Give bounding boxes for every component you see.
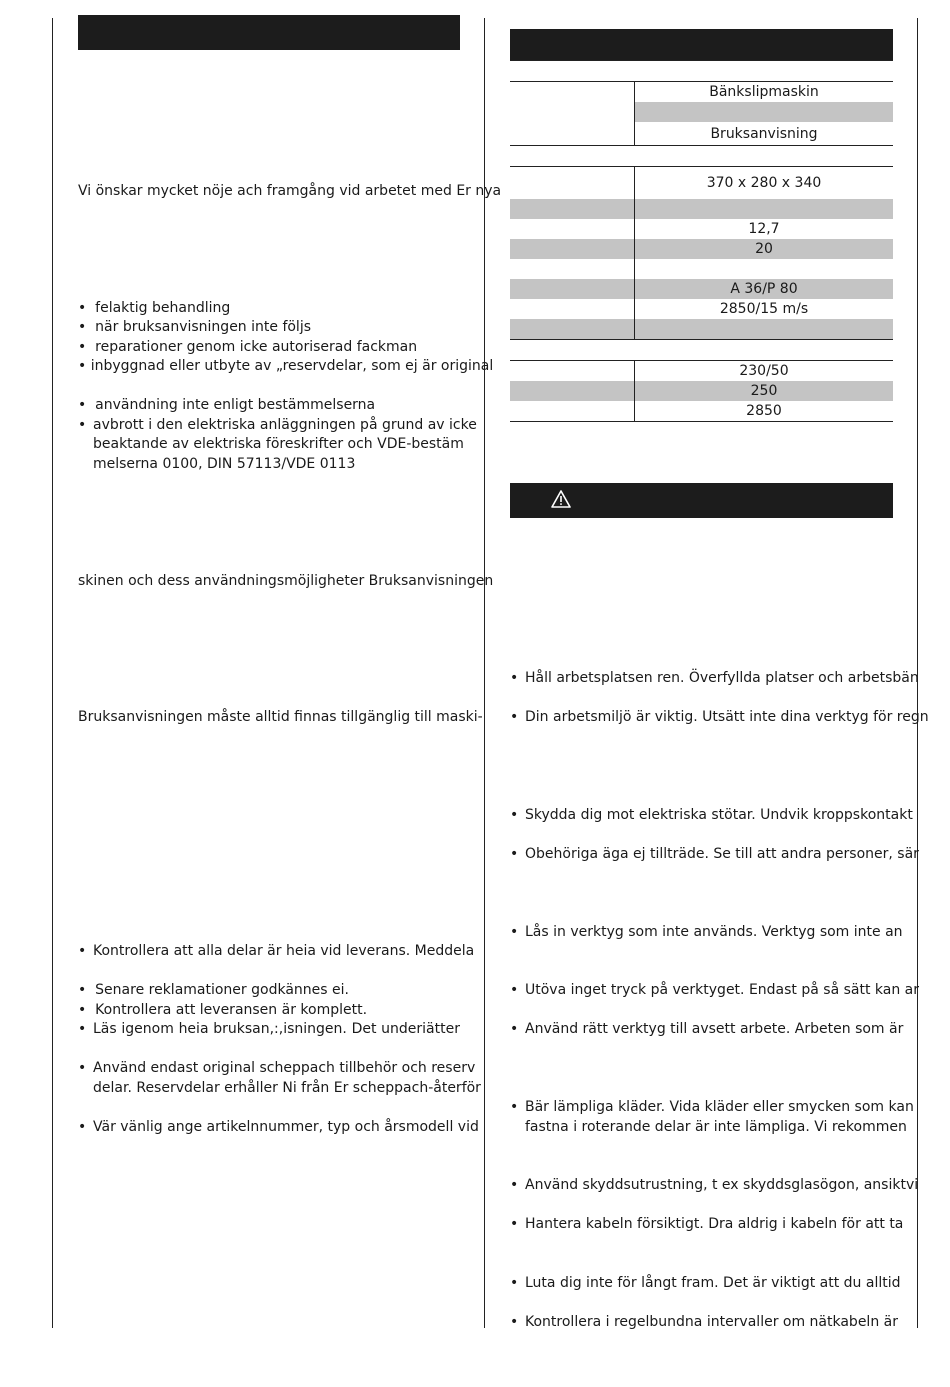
table-cell (635, 199, 894, 219)
list-item: • felaktig behandling (78, 300, 231, 316)
list-item-text: avbrott i den elektriska anläggningen på grund av icke (93, 417, 477, 433)
list-item-text: fastna i roterande delar är inte lämpliga. Vi rekommen (525, 1119, 907, 1135)
list-item: • Senare reklamationer godkännes ei. (78, 982, 349, 998)
list-item: • när bruksanvisningen inte följs (78, 319, 312, 335)
table-row (510, 61, 893, 82)
table-cell (635, 102, 894, 122)
warning-triangle-icon (551, 490, 571, 508)
spec-table (510, 60, 893, 422)
list-item-text: Använd endast original scheppach tillbehör och reserv (93, 1060, 476, 1076)
list-item-text: Kontrollera att alla delar är heia vid leverans. Meddela (93, 943, 475, 959)
spec-header-bar (510, 29, 893, 61)
table-row (510, 340, 893, 361)
greeting-text: Vi önskar mycket nöje ach framgång vid arbetet med Er nya (78, 183, 502, 199)
list-item: • (78, 1060, 87, 1076)
list-item: • (78, 1119, 87, 1135)
center-rule (484, 18, 485, 1328)
table-cell: 20 (635, 239, 894, 259)
table-row (510, 219, 893, 239)
paragraph-text: Bruksanvisningen måste alltid finnas tillgänglig till maski- (78, 709, 483, 725)
table-row (510, 199, 893, 219)
list-item: • (510, 1099, 519, 1115)
list-item-text: delar. Reservdelar erhåller Ni från Er scheppach-återför (93, 1080, 481, 1096)
table-cell: Bruksanvisning (710, 125, 818, 142)
table-cell: 2850 (635, 401, 894, 422)
table-cell (635, 259, 894, 279)
table-row (510, 401, 893, 422)
left-section-header-bar (78, 15, 460, 50)
list-item: • (510, 1216, 519, 1232)
list-item: • (510, 1021, 519, 1037)
table-row (510, 82, 893, 103)
table-row (510, 146, 893, 167)
list-item-text: Bär lämpliga kläder. Vida kläder eller smycken som kan (525, 1099, 914, 1115)
list-item: • (510, 1177, 519, 1193)
list-item: • (78, 1021, 87, 1037)
paragraph-text: skinen och dess användningsmöjligheter Bruksanvisningen (78, 573, 494, 589)
list-item-text: Håll arbetsplatsen ren. Överfyllda platser och arbetsbän (525, 670, 919, 686)
table-cell: A 36/P 80 (635, 279, 894, 299)
table-row (510, 319, 893, 340)
list-item-text: Läs igenom heia bruksan,:,isningen. Det underiätter (93, 1021, 460, 1037)
table-cell: 12,7 (748, 221, 780, 237)
list-item-text: Utöva inget tryck på verktyget. Endast på så sätt kan ar (525, 982, 920, 998)
table-row (510, 167, 893, 200)
table-row (510, 259, 893, 279)
list-item: • (78, 417, 87, 433)
list-item-text: Hantera kabeln försiktigt. Dra aldrig i kabeln för att ta (525, 1216, 904, 1232)
list-item: • reparationer genom icke autoriserad fackman (78, 339, 418, 355)
list-item: • (510, 1314, 519, 1330)
table-row (510, 361, 893, 382)
list-item: • (78, 943, 87, 959)
table-row (510, 239, 893, 259)
list-item-text: Lås in verktyg som inte används. Verktyg som inte an (525, 924, 903, 940)
list-item: • användning inte enligt bestämmelserna (78, 397, 376, 413)
table-row (510, 279, 893, 299)
list-item-text: Vär vänlig ange artikelnnummer, typ och årsmodell vid (93, 1119, 479, 1135)
list-item: • inbyggnad eller utbyte av „reservdelar, som ej är original (78, 358, 494, 374)
list-item-text: Din arbetsmiljö är viktig. Utsätt inte dina verktyg för regn (525, 709, 929, 725)
table-cell: 230/50 (739, 363, 789, 379)
list-item-text: Luta dig inte för långt fram. Det är viktigt att du alltid (525, 1275, 901, 1291)
table-cell: 2850/15 m/s (719, 301, 809, 317)
table-cell: Bänkslipmaskin (635, 82, 894, 103)
list-item-text: beaktande av elektriska föreskrifter och VDE-bestäm (93, 436, 464, 452)
list-item-text: Använd rätt verktyg till avsett arbete. Arbeten som är (525, 1021, 904, 1037)
table-cell: 370 x 280 x 340 (706, 175, 822, 191)
list-item: • (510, 709, 519, 725)
list-item: • (510, 924, 519, 940)
table-row (510, 381, 893, 401)
list-item-text: Obehöriga äga ej tillträde. Se till att andra personer, sär (525, 846, 919, 862)
left-margin-rule (52, 18, 53, 1328)
list-item: • Kontrollera att leveransen är komplett. (78, 1002, 368, 1018)
list-item-text: melserna 0100, DIN 57113/VDE 0113 (93, 456, 356, 472)
list-item: • (510, 1275, 519, 1291)
list-item: • (510, 670, 519, 686)
table-cell: 250 (635, 381, 894, 401)
list-item-text: Använd skyddsutrustning, t ex skyddsglasögon, ansiktvi (525, 1177, 919, 1193)
list-item-text: Skydda dig mot elektriska stötar. Undvik kroppskontakt (525, 807, 913, 823)
table-row (510, 299, 893, 319)
list-item: • (510, 807, 519, 823)
list-item-text: Kontrollera i regelbundna intervaller om nätkabeln är (525, 1314, 898, 1330)
table-cell (635, 319, 894, 340)
list-item: • (510, 846, 519, 862)
list-item: • (510, 982, 519, 998)
